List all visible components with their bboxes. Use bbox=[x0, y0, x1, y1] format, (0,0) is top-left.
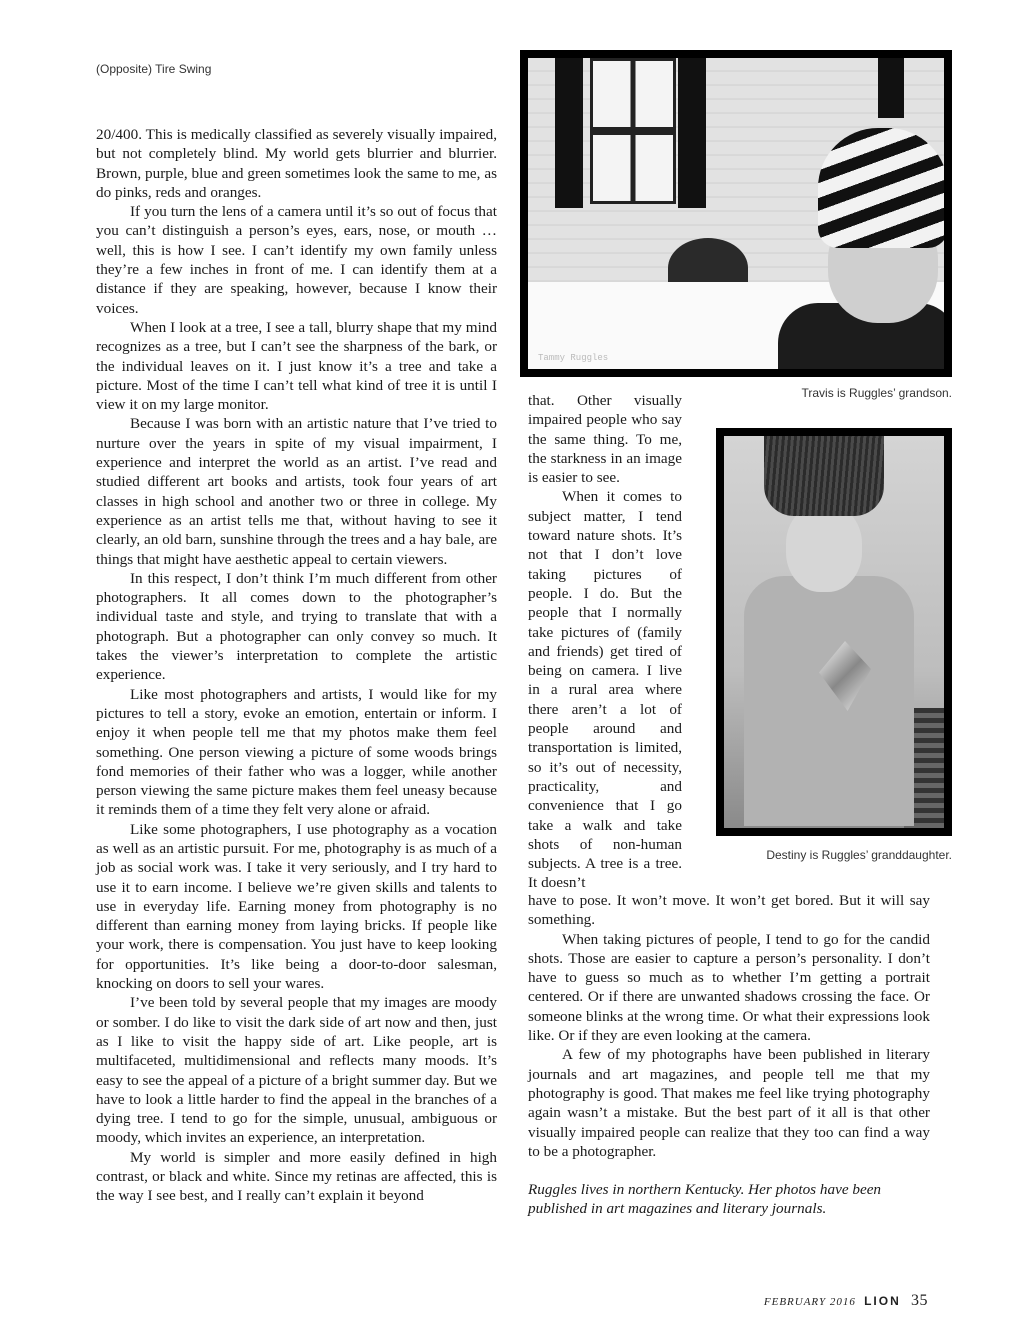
window-shutter bbox=[678, 58, 706, 208]
flipped-hair bbox=[764, 436, 884, 516]
photo-granddaughter bbox=[716, 428, 952, 836]
paragraph: In this respect, I don’t think I’m much different from other photographers. It all comes down to the photographer’s individual taste and style, and trying to translate that with a photograph. But a photographer can only convey so much. It takes the viewer’s interpretation to complete the artistic experience. bbox=[96, 569, 497, 684]
paragraph: I’ve been told by several people that my images are moody or somber. I do like to visit the dark side of art now and then, just as I like to visit the happy side of art. Like people, art is multifaceted, multidimensional and reflects many moods. It’s easy to see the appeal of a picture of a bright summer day. But we have to look a little harder to find the appeal in the branches of a dying tree. I tend to go for the simple, unusual, ambiguous or moody, which invites an experience, an interpretation. bbox=[96, 994, 497, 1147]
photo-caption-grandson: Travis is Ruggles’ grandson. bbox=[801, 386, 952, 400]
striped-knit-hat bbox=[818, 128, 944, 248]
paragraph: When taking pictures of people, I tend to go for the candid shots. Those are easier to capture a person’s personality. I don’t have to guess so much as to whether I’m getting a portrait centered. Or if there are unwanted shadows crossing the face. Or someone blinks at the wrong time. Or what their expressions look like. Or if they are even looking at the camera. bbox=[528, 930, 930, 1045]
paragraph: A few of my photographs have been published in literary journals and art magazines, and people tell me that my photography is good. That makes me feel like trying photography again wasn’t a mistake. But the best part of it all is that other visually impaired people can realize that they too can find a way to be a photographer. bbox=[528, 1046, 930, 1160]
magazine-name: LION bbox=[864, 1294, 901, 1308]
child-t-shirt bbox=[744, 576, 914, 826]
page-number: 35 bbox=[911, 1292, 928, 1309]
page-footer bbox=[764, 1292, 928, 1310]
paragraph: When it comes to subject matter, I tend toward nature shots. It’s not that I don’t love taking pictures of people. I do. But the people that I normally take pictures of (family and friends) get tired of being on camera. I live in a rural area where there aren’t a lot of people around and transportation is limited, so it’s out of necessity, practicality, and convenience that I go take a walk and take shots of non-human subjects. A tree is a tree. It doesn’t bbox=[528, 488, 682, 892]
child-face bbox=[786, 504, 862, 592]
window-shutter bbox=[555, 58, 583, 208]
paragraph: have to pose. It won’t move. It won’t get bored. But it will say something. bbox=[528, 892, 930, 929]
photo-grandson bbox=[520, 50, 952, 377]
paragraph: that. Other visually impaired people who say the same thing. To me, the starkness in an image is easier to see. bbox=[528, 392, 682, 487]
photo-caption-granddaughter: Destiny is Ruggles’ granddaughter. bbox=[766, 848, 952, 862]
article-column-right bbox=[528, 391, 682, 893]
paragraph: When I look at a tree, I see a tall, blurry shape that my mind recognizes as a tree, but I can’t see the sharpness of the bark, or the individual leaves on it. I just know it’s a tree and take a picture. Most of the time I can’t tell what kind of tree it is until I view it on my large monitor. bbox=[96, 318, 497, 414]
article-column-bottom bbox=[528, 891, 930, 1219]
issue-date: FEBRUARY 2016 bbox=[763, 1296, 856, 1308]
window-shutter bbox=[878, 58, 904, 118]
paragraph: Because I was born with an artistic nature that I’ve tried to nurture over the years in spite of my visual impairment, I experience and interpret the world as an artist. I’ve read and studied different art books and artists, took four years of art classes in high school and another two or three in college. My experience as an artist tells me that, without having to see it clearly, an old barn, sunshine through the trees and a hay bale, are things that might have aesthetic appeal to certain viewers. bbox=[96, 415, 497, 568]
paragraph: 20/400. This is medically classified as severely visually impaired, but not completely blind. My world gets blurrier and blurrier. Brown, purple, blue and green sometimes look the same to me, as do pinks, reds and oranges. bbox=[96, 126, 497, 201]
photo-watermark: Tammy Ruggles bbox=[538, 353, 609, 363]
paragraph: If you turn the lens of a camera until it’s so out of focus that you can’t distinguish a person’s eyes, ears, nose, or mouth … well, this is how I see. I can’t identify my own family unless they’re a few inches in front of me. I can identify them at a distance if they are speaking, however, because I know their voices. bbox=[96, 203, 497, 317]
photo-reference-caption: (Opposite) Tire Swing bbox=[96, 62, 212, 76]
article-column-left bbox=[96, 125, 497, 1206]
author-bio: Ruggles lives in northern Kentucky. Her photos have been published in art magazines and literary journals. bbox=[528, 1181, 882, 1218]
paragraph: Like most photographers and artists, I would like for my pictures to tell a story, evoke an emotion, entertain or inform. I enjoy it when people tell me that my photos make them feel something. One person viewing a picture of some woods brings fond memories of their father who was a logger, while another person viewing the same picture makes them feel uneasy because it reminds them of a time they felt very alone or afraid. bbox=[96, 685, 497, 819]
paragraph: Like some photographers, I use photography as a vocation as well as an artistic pursuit. For me, photography is as much of a job as social work was. I take it very seriously, and I try hard to use it to earn income. I believe we’re given skills and talents to use in everyday life. Earning money from photography is no different than earning money from laying bricks. If people like your work, there is compensation. You just have to keep looking for opportunities. It’s like being a door-to-door salesman, knocking on doors to sell your wares. bbox=[96, 820, 497, 993]
paragraph: My world is simpler and more easily defined in high contrast, or black and white. Since my retinas are affected, this is the way I see best, and I really can’t explain it beyond bbox=[96, 1148, 497, 1205]
house-window bbox=[590, 58, 676, 204]
